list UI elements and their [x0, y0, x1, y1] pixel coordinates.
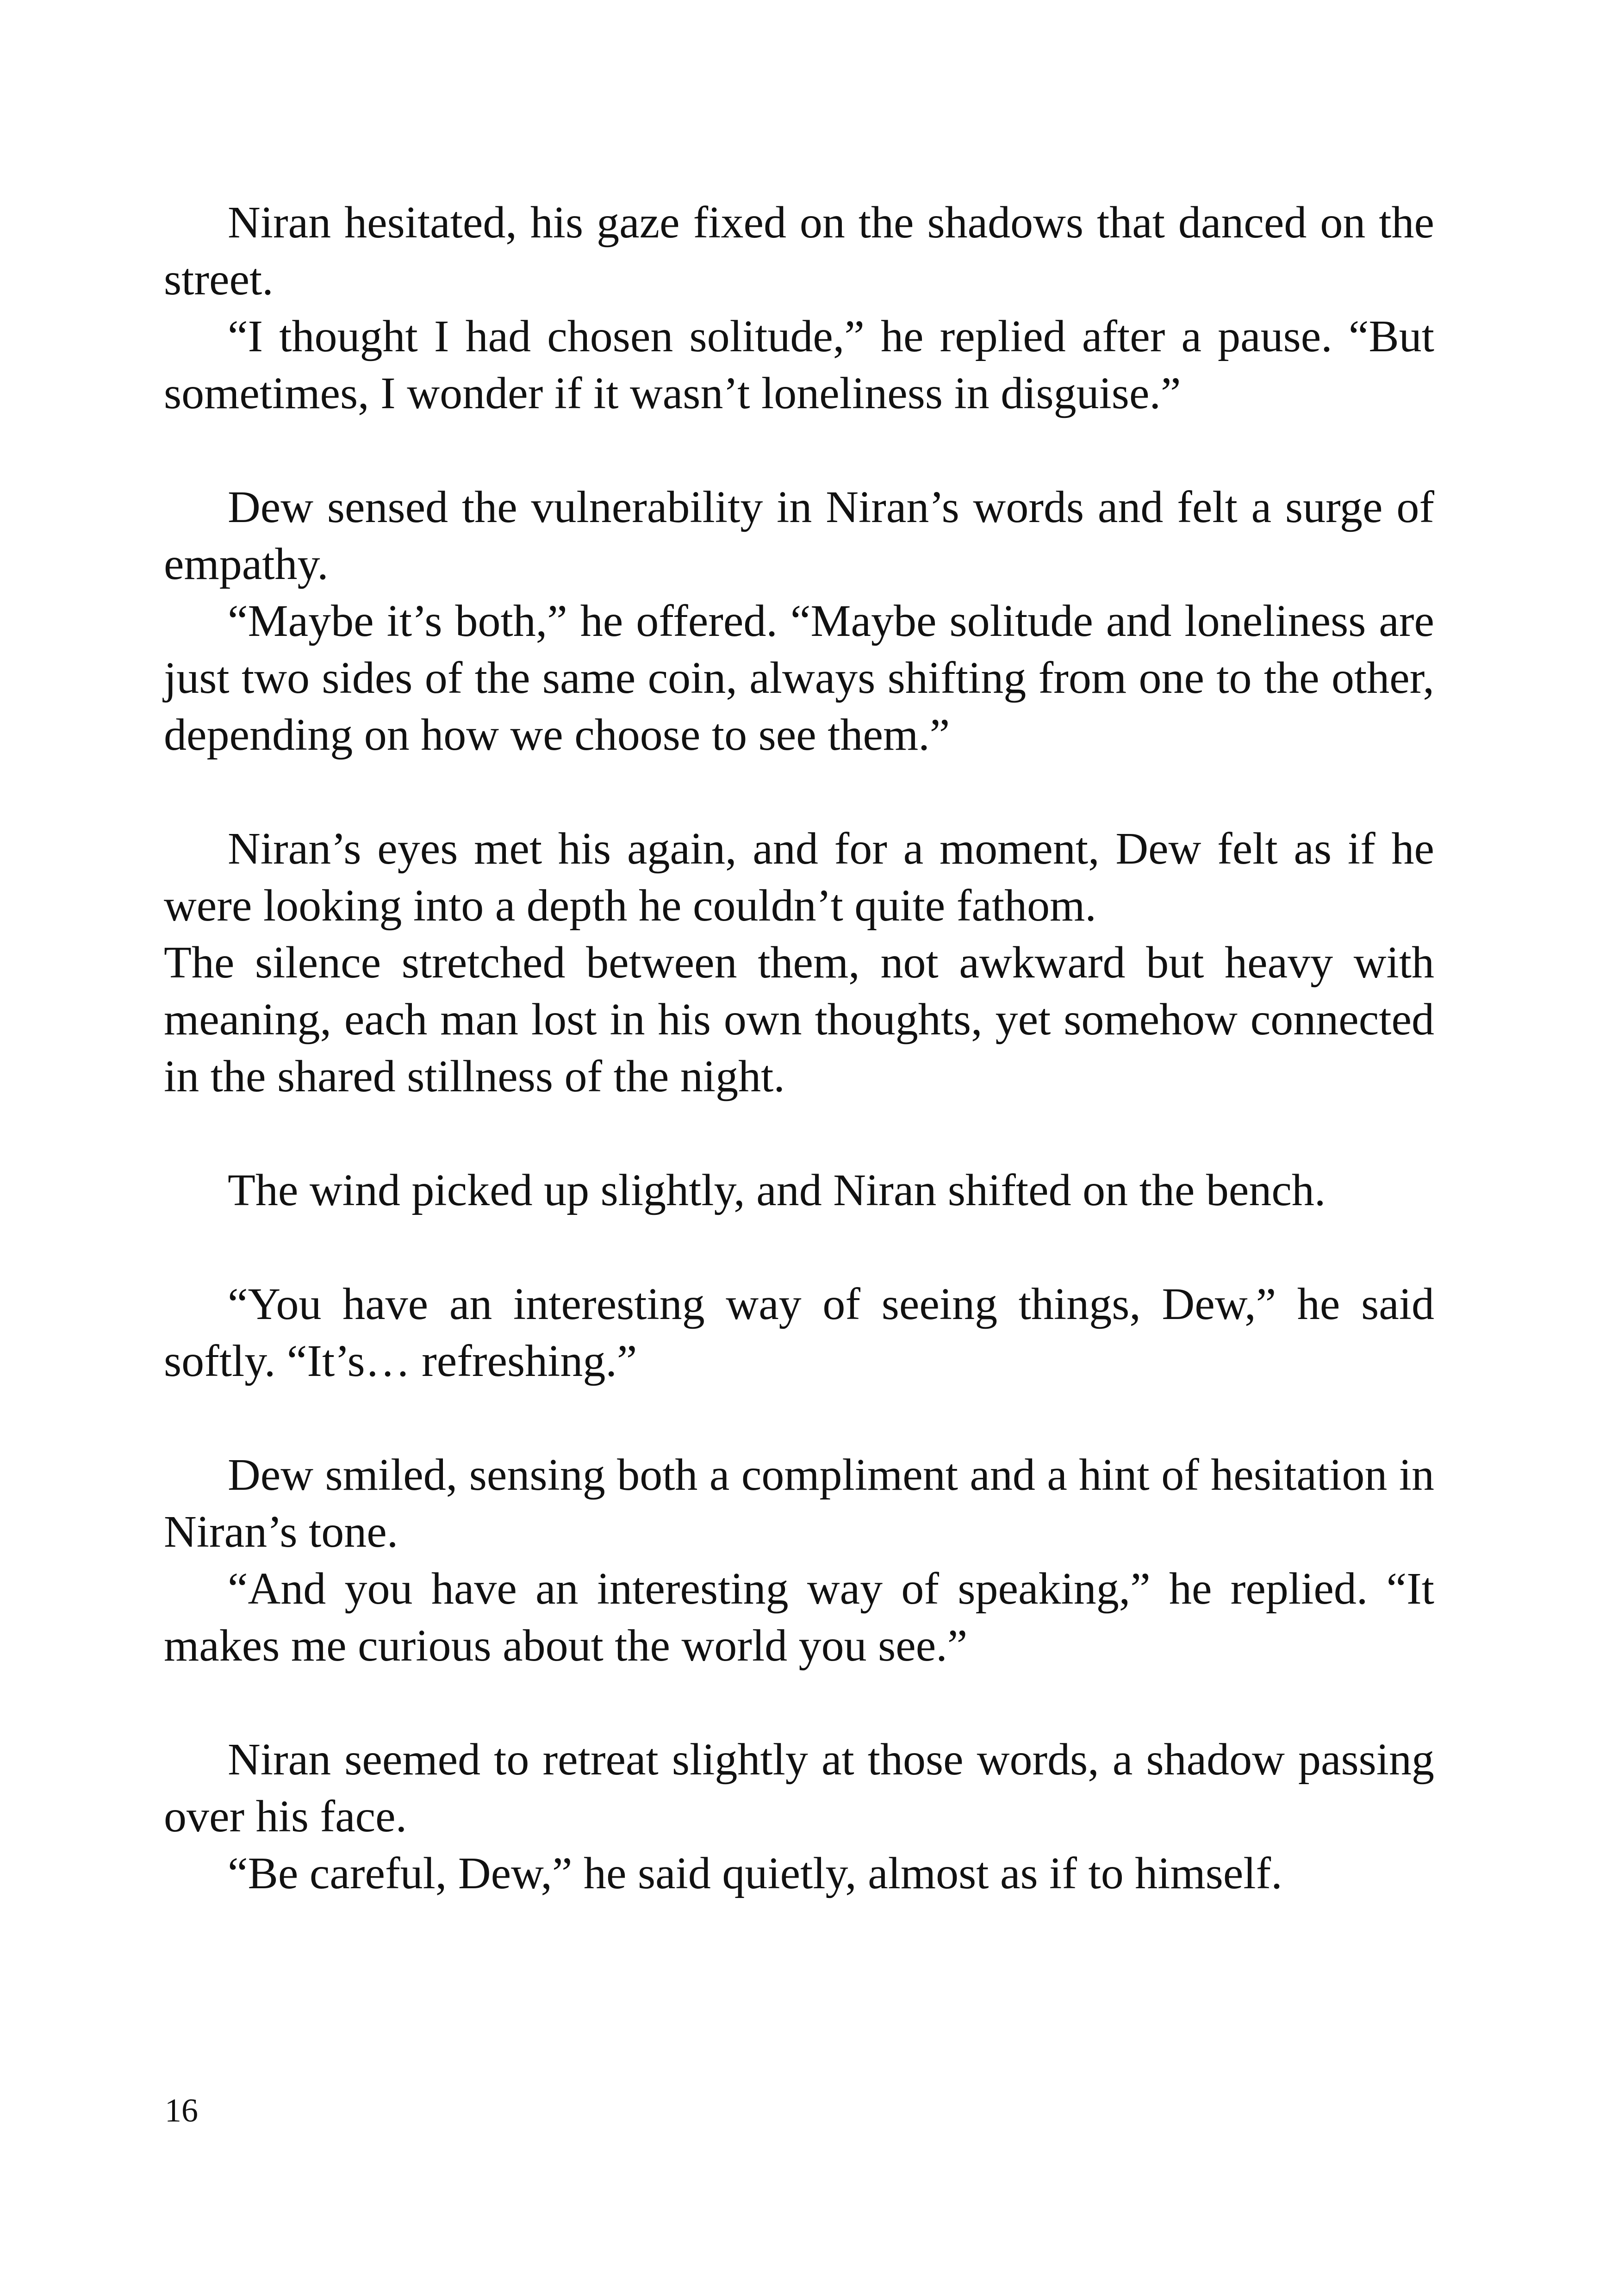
paragraph: The wind picked up slightly, and Niran shifted on the bench. — [228, 1165, 1326, 1215]
paragraph-gap — [164, 1390, 1434, 1447]
paragraph-gap — [164, 1674, 1434, 1731]
paragraph: Niran’s eyes met his again, and for a moment, Dew felt as if he were looking into a depth he couldn’t quite fathom. — [164, 824, 1434, 931]
paragraph-gap — [164, 1105, 1434, 1162]
paragraph: Niran hesitated, his gaze fixed on the shadows that danced on the street. — [164, 198, 1434, 305]
paragraph: Dew smiled, sensing both a compliment and a hint of hesitation in Niran’s tone. — [164, 1450, 1434, 1557]
paragraph-gap — [164, 764, 1434, 821]
paragraph-gap — [164, 1219, 1434, 1276]
paragraph: “I thought I had chosen solitude,” he replied after a pause. “But sometimes, I wonder if it wasn’t loneliness in disguise.” — [164, 311, 1434, 418]
body-text — [164, 194, 1434, 1902]
paragraph: “You have an interesting way of seeing things, Dew,” he said softly. “It’s… refreshing.” — [164, 1279, 1434, 1386]
paragraph: Dew sensed the vulnerability in Niran’s words and felt a surge of empathy. — [164, 482, 1434, 589]
paragraph: The silence stretched between them, not awkward but heavy with meaning, each man lost in his own thoughts, yet somehow connected in the shared stillness of the night. — [164, 938, 1434, 1101]
page-number: 16 — [165, 2092, 198, 2129]
paragraph: “And you have an interesting way of speaking,” he replied. “It makes me curious about the world you see.” — [164, 1564, 1434, 1671]
paragraph: “Be careful, Dew,” he said quietly, almost as if to himself. — [228, 1848, 1282, 1898]
paragraph-gap — [164, 422, 1434, 479]
paragraph: “Maybe it’s both,” he offered. “Maybe solitude and loneliness are just two sides of the same coin, always shifting from one to the other, depending on how we choose to see them.” — [164, 596, 1434, 760]
paragraph: Niran seemed to retreat slightly at those words, a shadow passing over his face. — [164, 1735, 1434, 1842]
